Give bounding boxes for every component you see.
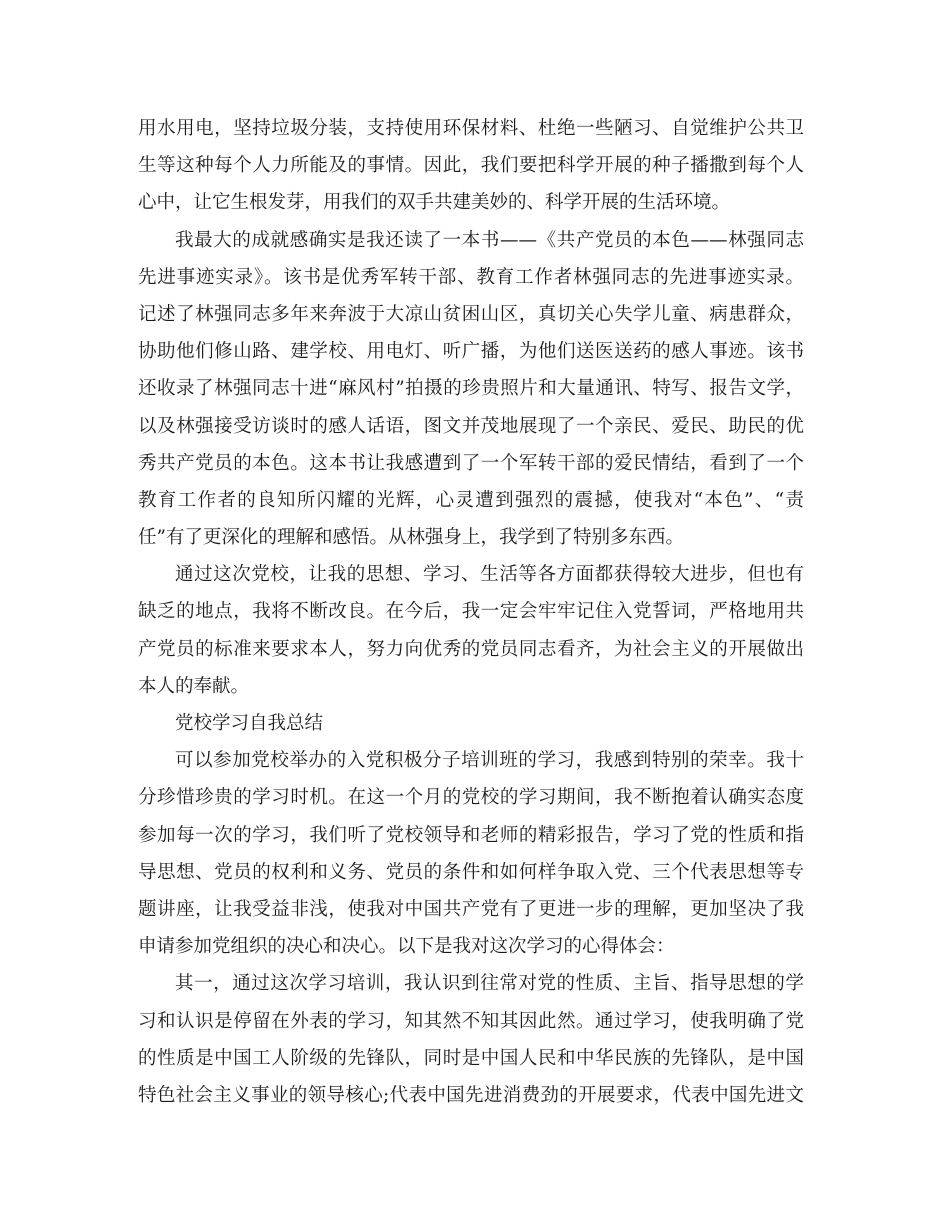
text-line: 协助他们修山路、建学校、用电灯、听广播，为他们送医送药的感人事迹。该书 — [138, 341, 804, 363]
text-line: 题讲座，让我受益非浅，使我对中国共产党有了更进一步的理解，更加坚决了我 — [138, 898, 804, 920]
text-line: 参加每一次的学习，我们听了党校领导和老师的精彩报告，学习了党的性质和指 — [138, 824, 804, 846]
document-body — [138, 110, 804, 1114]
text-line: 缺乏的地点，我将不断改良。在今后，我一定会牢牢记住入党誓词，严格地用共 — [138, 601, 804, 623]
text-line: 通过这次党校，让我的思想、学习、生活等各方面都获得较大进步，但也有 — [175, 564, 804, 586]
text-line: 用水用电，坚持垃圾分装，支持使用环保材料、杜绝一些陋习、自觉维护公共卫 — [138, 118, 804, 139]
text-line: 特色社会主义事业的领导核心;代表中国先进消费劲的开展要求，代表中国先进文 — [138, 1084, 804, 1106]
text-line: 本人的奉献。 — [138, 675, 250, 697]
text-line: 秀共产党员的本色。这本书让我感遭到了一个军转干部的爱民情结，看到了一个 — [138, 452, 804, 474]
text-line: 生等这种每个人力所能及的事情。因此，我们要把科学开展的种子播撒到每个人 — [138, 155, 804, 177]
text-line: 分珍惜珍贵的学习时机。在这一个月的党校的学习期间，我不断抱着认确实态度 — [138, 787, 804, 809]
text-line: 教育工作者的良知所闪耀的光辉，心灵遭到强烈的震撼，使我对“本色”、“责 — [138, 489, 804, 511]
text-line: 申请参加党组织的决心和决心。以下是我对这次学习的心得体会： — [138, 936, 675, 958]
text-line: 可以参加党校举办的入党积极分子培训班的学习，我感到特别的荣幸。我十 — [175, 750, 804, 772]
text-line: 记述了林强同志多年来奔波于大凉山贫困山区，真切关心失学儿童、病患群众， — [138, 303, 804, 325]
text-line: 党校学习自我总结 — [175, 713, 324, 734]
text-line: 任”有了更深化的理解和感悟。从林强身上，我学到了特别多东西。 — [138, 527, 684, 549]
text-line: 其一，通过这次学习培训，我认识到往常对党的性质、主旨、指导思想的学 — [175, 973, 804, 995]
text-line: 心中，让它生根发芽，用我们的双手共建美妙的、科学开展的生活环境。 — [138, 192, 731, 214]
text-line: 以及林强接受访谈时的感人话语，图文并茂地展现了一个亲民、爱民、助民的优 — [138, 415, 804, 437]
text-line: 习和认识是停留在外表的学习，知其然不知其因此然。通过学习，使我明确了党 — [138, 1010, 804, 1032]
text-line: 还收录了林强同志十进“麻风村”拍摄的珍贵照片和大量通讯、特写、报告文学， — [138, 378, 804, 400]
text-line: 先进事迹实录》。该书是优秀军转干部、教育工作者林强同志的先进事迹实录。 — [138, 266, 804, 288]
text-line: 的性质是中国工人阶级的先锋队，同时是中国人民和中华民族的先锋队，是中国 — [138, 1047, 804, 1069]
text-line: 产党员的标准来要求本人，努力向优秀的党员同志看齐，为社会主义的开展做出 — [138, 638, 804, 660]
text-line: 导思想、党员的权利和义务、党员的条件和如何样争取入党、三个代表思想等专 — [138, 861, 804, 883]
text-line: 我最大的成就感确实是我还读了一本书——《共产党员的本色——林强同志 — [175, 229, 804, 251]
